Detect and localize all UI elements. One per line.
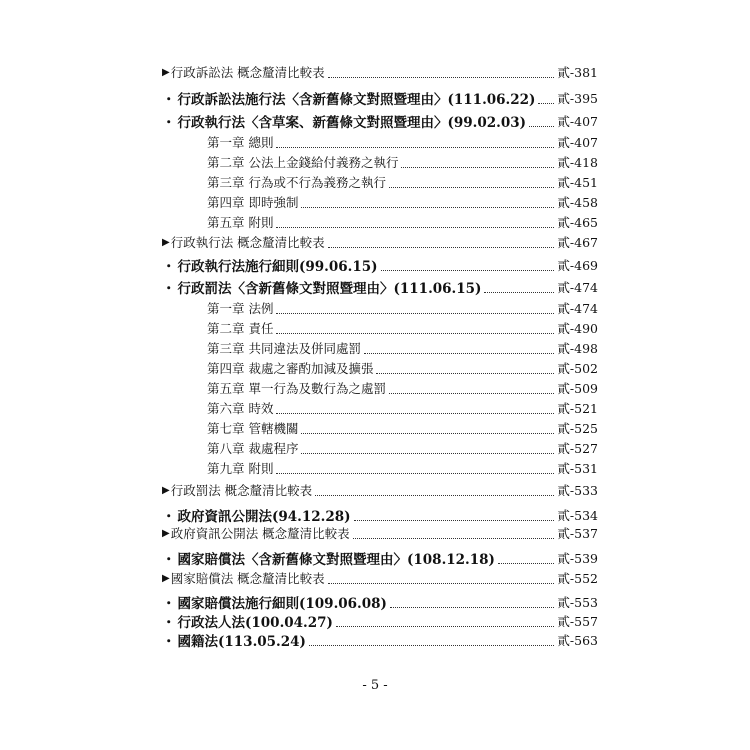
toc-entry-label: 第二章 責任 [207, 321, 274, 336]
dot-leader [276, 226, 554, 228]
toc-major-row [162, 505, 598, 525]
dot-leader [353, 537, 555, 539]
toc-page-ref: 貳-458 [557, 195, 598, 210]
dot-leader [376, 372, 554, 374]
toc-entry-label: 行政執行法施行細則(99.06.15) [177, 259, 378, 275]
dot-leader [390, 606, 554, 608]
toc-entry-label: 行政法人法(100.04.27) [177, 615, 333, 631]
toc-page-ref: 貳-537 [557, 526, 598, 541]
toc-page-ref: 貳-381 [557, 65, 598, 80]
toc-entry-label: 第六章 時效 [207, 401, 274, 416]
toc-page-ref: 貳-490 [557, 321, 598, 336]
toc-chapter-row [162, 172, 598, 192]
dot-leader [529, 125, 554, 127]
bullet-marker: ・ [162, 259, 176, 275]
toc-chapter-row [162, 358, 598, 378]
toc-entry-label: 國家賠償法施行細則(109.06.08) [177, 596, 387, 612]
dot-leader [276, 412, 554, 414]
toc-entry-label: 第八章 裁處程序 [207, 441, 299, 456]
toc-chapter-row [162, 338, 598, 358]
toc-page-ref: 貳-552 [557, 571, 598, 586]
toc-major-row [162, 88, 598, 108]
toc-page-ref: 貳-467 [557, 235, 598, 250]
dot-leader [484, 291, 554, 293]
toc-entry-label: 第三章 共同違法及併同處罰 [207, 341, 361, 356]
toc-page-ref: 貳-557 [557, 614, 598, 629]
arrow-marker-icon: ▶ [162, 527, 170, 539]
dot-leader [336, 625, 554, 627]
dot-leader [276, 332, 554, 334]
toc-page-ref: 貳-533 [557, 483, 598, 498]
toc-page-ref: 貳-531 [557, 461, 598, 476]
toc-summary-row [162, 232, 598, 252]
toc-page-ref: 貳-418 [557, 155, 598, 170]
toc-entry-label: 第三章 行為或不行為義務之執行 [207, 175, 386, 190]
toc-page-ref: 貳-502 [557, 361, 598, 376]
bullet-marker: ・ [162, 281, 176, 297]
toc-major-row [162, 111, 598, 131]
dot-leader [328, 76, 555, 78]
bullet-marker: ・ [162, 552, 176, 568]
toc-chapter-row [162, 318, 598, 338]
toc-page-ref: 貳-407 [557, 135, 598, 150]
arrow-marker-icon: ▶ [162, 484, 170, 496]
toc-entry-label: 行政執行法 概念釐清比較表 [170, 235, 325, 250]
toc-summary-row [162, 523, 598, 543]
dot-leader [401, 166, 554, 168]
toc-entry-label: 第五章 附則 [207, 215, 274, 230]
bullet-marker: ・ [162, 634, 176, 650]
toc-chapter-row [162, 398, 598, 418]
dot-leader [498, 562, 554, 564]
toc-entry-label: 第九章 附則 [207, 461, 274, 476]
dot-leader [276, 146, 554, 148]
toc-entry-label: 行政執行法〈含草案、新舊條文對照暨理由〉(99.02.03) [177, 115, 527, 131]
toc-entry-label: 第四章 即時強制 [207, 195, 299, 210]
toc-page-ref: 貳-407 [557, 114, 598, 129]
toc-entry-label: 第二章 公法上金錢給付義務之執行 [207, 155, 399, 170]
dot-leader [354, 519, 555, 521]
page-number: - 5 - [362, 678, 388, 693]
toc-chapter-row [162, 212, 598, 232]
toc-page-ref: 貳-525 [557, 421, 598, 436]
toc-chapter-row [162, 298, 598, 318]
dot-leader [301, 452, 554, 454]
toc-page-ref: 貳-498 [557, 341, 598, 356]
toc-page-ref: 貳-474 [557, 280, 598, 295]
toc-entry-label: 國籍法(113.05.24) [177, 634, 306, 650]
toc-major-row [162, 255, 598, 275]
dot-leader [301, 432, 554, 434]
toc-entry-label: 行政訴訟法 概念釐清比較表 [170, 65, 325, 80]
toc-page-ref: 貳-395 [557, 91, 598, 106]
toc-page-ref: 貳-521 [557, 401, 598, 416]
toc-chapter-row [162, 458, 598, 478]
toc-entry-label: 第七章 管轄機關 [207, 421, 299, 436]
dot-leader [389, 392, 554, 394]
toc-page-ref: 貳-509 [557, 381, 598, 396]
dot-leader [301, 206, 554, 208]
dot-leader [276, 312, 554, 314]
toc-entry-label: 行政罰法〈含新舊條文對照暨理由〉(111.06.15) [177, 281, 482, 297]
toc-entry-label: 第一章 法例 [207, 301, 274, 316]
toc-major-row [162, 592, 598, 612]
toc-entry-label: 行政訴訟法施行法〈含新舊條文對照暨理由〉(111.06.22) [177, 92, 536, 108]
toc-major-row [162, 630, 598, 650]
toc-chapter-row [162, 132, 598, 152]
toc-entry-label: 第五章 單一行為及數行為之處罰 [207, 381, 386, 396]
toc-major-row [162, 611, 598, 631]
dot-leader [381, 269, 555, 271]
dot-leader [328, 246, 555, 248]
bullet-marker: ・ [162, 115, 176, 131]
toc-page-ref: 貳-474 [557, 301, 598, 316]
bullet-marker: ・ [162, 92, 176, 108]
dot-leader [364, 352, 554, 354]
toc-entry-label: 政府資訊公開法(94.12.28) [177, 509, 351, 525]
dot-leader [389, 186, 554, 188]
dot-leader [538, 102, 554, 104]
bullet-marker: ・ [162, 596, 176, 612]
toc-summary-row [162, 568, 598, 588]
arrow-marker-icon: ▶ [162, 66, 170, 78]
dot-leader [309, 644, 554, 646]
toc-chapter-row [162, 418, 598, 438]
bullet-marker: ・ [162, 509, 176, 525]
dot-leader [328, 582, 555, 584]
toc-chapter-row [162, 378, 598, 398]
toc-page-ref: 貳-469 [557, 258, 598, 273]
toc-major-row [162, 548, 598, 568]
dot-leader [315, 494, 554, 496]
toc-entry-label: 政府資訊公開法 概念釐清比較表 [170, 526, 350, 541]
bullet-marker: ・ [162, 615, 176, 631]
toc-page-ref: 貳-553 [557, 595, 598, 610]
toc-page-ref: 貳-563 [557, 633, 598, 648]
toc-page-ref: 貳-539 [557, 551, 598, 566]
toc-page-ref: 貳-465 [557, 215, 598, 230]
dot-leader [276, 472, 554, 474]
toc-summary-row [162, 480, 598, 500]
toc-entry-label: 行政罰法 概念釐清比較表 [170, 483, 313, 498]
toc-entry-label: 第四章 裁處之審酌加減及擴張 [207, 361, 374, 376]
toc-summary-row [162, 62, 598, 82]
toc-entry-label: 國家賠償法〈含新舊條文對照暨理由〉(108.12.18) [177, 552, 495, 568]
toc-major-row [162, 277, 598, 297]
toc-chapter-row [162, 192, 598, 212]
toc-chapter-row [162, 438, 598, 458]
arrow-marker-icon: ▶ [162, 572, 170, 584]
toc-page-ref: 貳-534 [557, 508, 598, 523]
toc-chapter-row [162, 152, 598, 172]
toc-page-ref: 貳-527 [557, 441, 598, 456]
toc-entry-label: 第一章 總則 [207, 135, 274, 150]
toc-page-ref: 貳-451 [557, 175, 598, 190]
toc-entry-label: 國家賠償法 概念釐清比較表 [170, 571, 325, 586]
arrow-marker-icon: ▶ [162, 236, 170, 248]
